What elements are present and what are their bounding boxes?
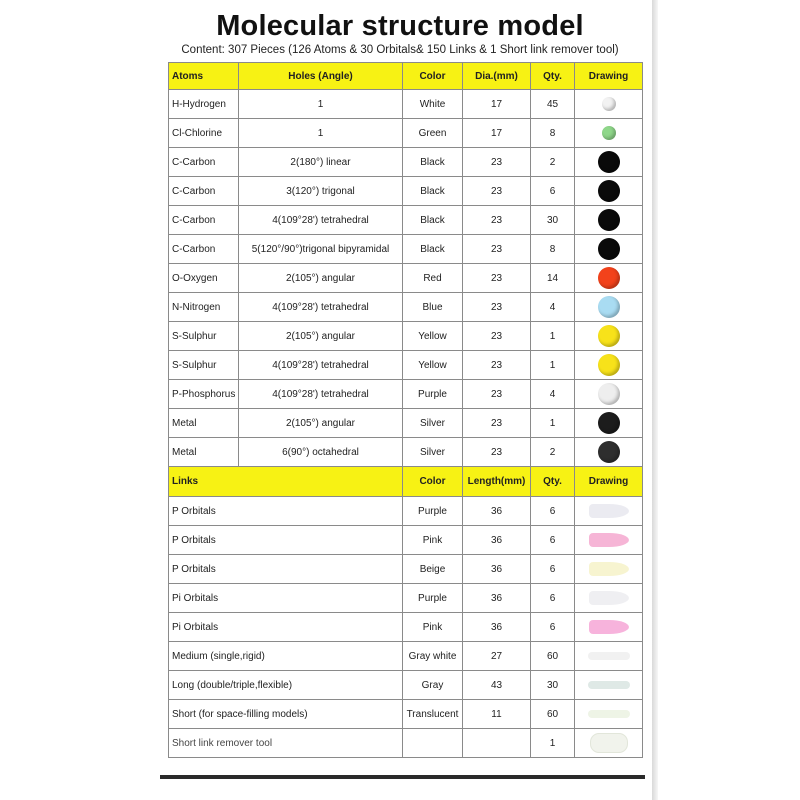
atom-qty: 4 xyxy=(531,380,575,409)
page-title: Molecular structure model xyxy=(216,10,584,42)
atom-ball-icon xyxy=(598,267,620,289)
atom-qty: 2 xyxy=(531,148,575,177)
link-row xyxy=(169,555,643,584)
atom-ball-icon xyxy=(598,383,620,405)
link-qty: 6 xyxy=(531,497,575,526)
link-name: P Orbitals xyxy=(169,526,403,555)
link-row xyxy=(169,671,643,700)
atom-qty: 14 xyxy=(531,264,575,293)
atom-diameter: 23 xyxy=(463,293,531,322)
atom-diameter: 23 xyxy=(463,177,531,206)
atom-name: Metal xyxy=(169,438,239,467)
atom-drawing xyxy=(575,438,643,467)
link-qty: 30 xyxy=(531,671,575,700)
atom-name: C-Carbon xyxy=(169,206,239,235)
link-drawing xyxy=(575,584,643,613)
atom-diameter: 23 xyxy=(463,148,531,177)
tool-drawing xyxy=(575,729,643,758)
link-tube-icon xyxy=(588,710,630,718)
atom-ball-icon xyxy=(598,296,620,318)
atom-name: H-Hydrogen xyxy=(169,90,239,119)
tool-color xyxy=(403,729,463,758)
link-qty: 6 xyxy=(531,555,575,584)
header-length: Length(mm) xyxy=(463,467,531,497)
atom-ball-icon xyxy=(598,151,620,173)
atom-name: S-Sulphur xyxy=(169,322,239,351)
atom-color: Black xyxy=(403,206,463,235)
atom-color: Black xyxy=(403,148,463,177)
atom-ball-icon xyxy=(602,97,616,111)
atom-row xyxy=(169,177,643,206)
atom-color: Green xyxy=(403,119,463,148)
atom-diameter: 23 xyxy=(463,380,531,409)
atom-holes: 4(109°28') tetrahedral xyxy=(239,380,403,409)
link-length: 36 xyxy=(463,526,531,555)
atom-diameter: 17 xyxy=(463,119,531,148)
header-qty: Qty. xyxy=(531,63,575,90)
atom-holes: 4(109°28') tetrahedral xyxy=(239,351,403,380)
atom-diameter: 23 xyxy=(463,438,531,467)
orbital-icon xyxy=(589,562,629,576)
atom-ball-icon xyxy=(598,441,620,463)
atom-name: Cl-Chlorine xyxy=(169,119,239,148)
atom-diameter: 23 xyxy=(463,322,531,351)
atom-row xyxy=(169,264,643,293)
link-length: 36 xyxy=(463,555,531,584)
header-color: Color xyxy=(403,467,463,497)
link-drawing xyxy=(575,613,643,642)
atom-name: C-Carbon xyxy=(169,235,239,264)
header-drawing: Drawing xyxy=(575,467,643,497)
atom-drawing xyxy=(575,148,643,177)
atom-color: Yellow xyxy=(403,351,463,380)
sheet-edge-shadow xyxy=(652,0,658,800)
atom-holes: 3(120°) trigonal xyxy=(239,177,403,206)
atom-row xyxy=(169,293,643,322)
atom-holes: 2(105°) angular xyxy=(239,264,403,293)
atom-color: Silver xyxy=(403,409,463,438)
atom-drawing xyxy=(575,380,643,409)
atom-ball-icon xyxy=(598,180,620,202)
atom-qty: 45 xyxy=(531,90,575,119)
link-drawing xyxy=(575,526,643,555)
link-drawing xyxy=(575,671,643,700)
link-row xyxy=(169,584,643,613)
header-holes: Holes (Angle) xyxy=(239,63,403,90)
atom-drawing xyxy=(575,409,643,438)
atom-row xyxy=(169,148,643,177)
link-color: Pink xyxy=(403,526,463,555)
atom-drawing xyxy=(575,293,643,322)
orbital-icon xyxy=(589,620,629,634)
header-links: Links xyxy=(169,467,403,497)
atom-row xyxy=(169,90,643,119)
link-color: Gray white xyxy=(403,642,463,671)
parts-table xyxy=(168,62,643,758)
atom-name: C-Carbon xyxy=(169,148,239,177)
atom-drawing xyxy=(575,206,643,235)
orbital-icon xyxy=(589,591,629,605)
link-row xyxy=(169,497,643,526)
header-drawing: Drawing xyxy=(575,63,643,90)
atom-row xyxy=(169,235,643,264)
atom-name: Metal xyxy=(169,409,239,438)
atom-holes: 1 xyxy=(239,90,403,119)
atom-qty: 4 xyxy=(531,293,575,322)
header-atoms: Atoms xyxy=(169,63,239,90)
atom-row xyxy=(169,438,643,467)
link-drawing xyxy=(575,700,643,729)
atom-color: Black xyxy=(403,177,463,206)
atom-name: N-Nitrogen xyxy=(169,293,239,322)
atom-ball-icon xyxy=(598,209,620,231)
atom-qty: 30 xyxy=(531,206,575,235)
parts-table-body xyxy=(169,63,643,758)
atom-holes: 2(105°) angular xyxy=(239,322,403,351)
atom-color: Yellow xyxy=(403,322,463,351)
tool-length xyxy=(463,729,531,758)
header-diameter: Dia.(mm) xyxy=(463,63,531,90)
atom-ball-icon xyxy=(598,354,620,376)
atom-drawing xyxy=(575,235,643,264)
atom-drawing xyxy=(575,90,643,119)
link-qty: 60 xyxy=(531,642,575,671)
link-color: Purple xyxy=(403,497,463,526)
atom-diameter: 23 xyxy=(463,351,531,380)
atom-ball-icon xyxy=(602,126,616,140)
link-drawing xyxy=(575,497,643,526)
atom-holes: 4(109°28') tetrahedral xyxy=(239,206,403,235)
atom-holes: 2(180°) linear xyxy=(239,148,403,177)
link-length: 36 xyxy=(463,497,531,526)
atom-name: S-Sulphur xyxy=(169,351,239,380)
link-qty: 60 xyxy=(531,700,575,729)
page-subtitle: Content: 307 Pieces (126 Atoms & 30 Orbitals& 150 Links & 1 Short link remover tool) xyxy=(181,44,619,56)
atom-qty: 2 xyxy=(531,438,575,467)
atom-holes: 1 xyxy=(239,119,403,148)
atom-color: Black xyxy=(403,235,463,264)
link-drawing xyxy=(575,642,643,671)
atom-drawing xyxy=(575,322,643,351)
link-color: Purple xyxy=(403,584,463,613)
atom-holes: 5(120°/90°)trigonal bipyramidal xyxy=(239,235,403,264)
header-qty: Qty. xyxy=(531,467,575,497)
link-tube-icon xyxy=(588,652,630,660)
tool-qty: 1 xyxy=(531,729,575,758)
header-color: Color xyxy=(403,63,463,90)
link-tube-icon xyxy=(588,681,630,689)
link-qty: 6 xyxy=(531,613,575,642)
atom-color: White xyxy=(403,90,463,119)
atom-row xyxy=(169,409,643,438)
tool-name: Short link remover tool xyxy=(169,729,403,758)
link-qty: 6 xyxy=(531,526,575,555)
atom-holes: 4(109°28') tetrahedral xyxy=(239,293,403,322)
atom-qty: 1 xyxy=(531,322,575,351)
link-name: Medium (single,rigid) xyxy=(169,642,403,671)
atom-holes: 2(105°) angular xyxy=(239,409,403,438)
link-name: P Orbitals xyxy=(169,555,403,584)
link-row xyxy=(169,642,643,671)
link-drawing xyxy=(575,555,643,584)
link-length: 36 xyxy=(463,613,531,642)
links-header-row xyxy=(169,467,643,497)
atom-qty: 1 xyxy=(531,351,575,380)
atom-qty: 6 xyxy=(531,177,575,206)
atom-color: Purple xyxy=(403,380,463,409)
atom-row xyxy=(169,119,643,148)
link-length: 36 xyxy=(463,584,531,613)
atom-qty: 8 xyxy=(531,119,575,148)
link-color: Gray xyxy=(403,671,463,700)
link-qty: 6 xyxy=(531,584,575,613)
link-name: Pi Orbitals xyxy=(169,613,403,642)
atom-color: Blue xyxy=(403,293,463,322)
atom-name: O-Oxygen xyxy=(169,264,239,293)
link-length: 43 xyxy=(463,671,531,700)
link-name: Pi Orbitals xyxy=(169,584,403,613)
atom-diameter: 17 xyxy=(463,90,531,119)
atom-row xyxy=(169,351,643,380)
link-length: 27 xyxy=(463,642,531,671)
tool-row xyxy=(169,729,643,758)
link-color: Pink xyxy=(403,613,463,642)
atom-diameter: 23 xyxy=(463,264,531,293)
atom-ball-icon xyxy=(598,325,620,347)
link-row xyxy=(169,613,643,642)
remover-tool-icon xyxy=(590,733,628,753)
atom-ball-icon xyxy=(598,412,620,434)
atom-diameter: 23 xyxy=(463,206,531,235)
link-row xyxy=(169,526,643,555)
atom-qty: 8 xyxy=(531,235,575,264)
atoms-header-row xyxy=(169,63,643,90)
atom-ball-icon xyxy=(598,238,620,260)
atom-qty: 1 xyxy=(531,409,575,438)
atom-color: Red xyxy=(403,264,463,293)
atom-holes: 6(90°) octahedral xyxy=(239,438,403,467)
atom-name: C-Carbon xyxy=(169,177,239,206)
atom-drawing xyxy=(575,119,643,148)
link-row xyxy=(169,700,643,729)
atom-diameter: 23 xyxy=(463,235,531,264)
link-name: P Orbitals xyxy=(169,497,403,526)
link-length: 11 xyxy=(463,700,531,729)
link-name: Long (double/triple,flexible) xyxy=(169,671,403,700)
atom-name: P-Phosphorus xyxy=(169,380,239,409)
orbital-icon xyxy=(589,533,629,547)
link-color: Beige xyxy=(403,555,463,584)
atom-drawing xyxy=(575,351,643,380)
atom-color: Silver xyxy=(403,438,463,467)
orbital-icon xyxy=(589,504,629,518)
atom-row xyxy=(169,322,643,351)
link-color: Translucent xyxy=(403,700,463,729)
atom-diameter: 23 xyxy=(463,409,531,438)
atom-row xyxy=(169,380,643,409)
atom-row xyxy=(169,206,643,235)
atom-drawing xyxy=(575,264,643,293)
link-name: Short (for space-filling models) xyxy=(169,700,403,729)
atom-drawing xyxy=(575,177,643,206)
bottom-rule xyxy=(160,775,645,779)
